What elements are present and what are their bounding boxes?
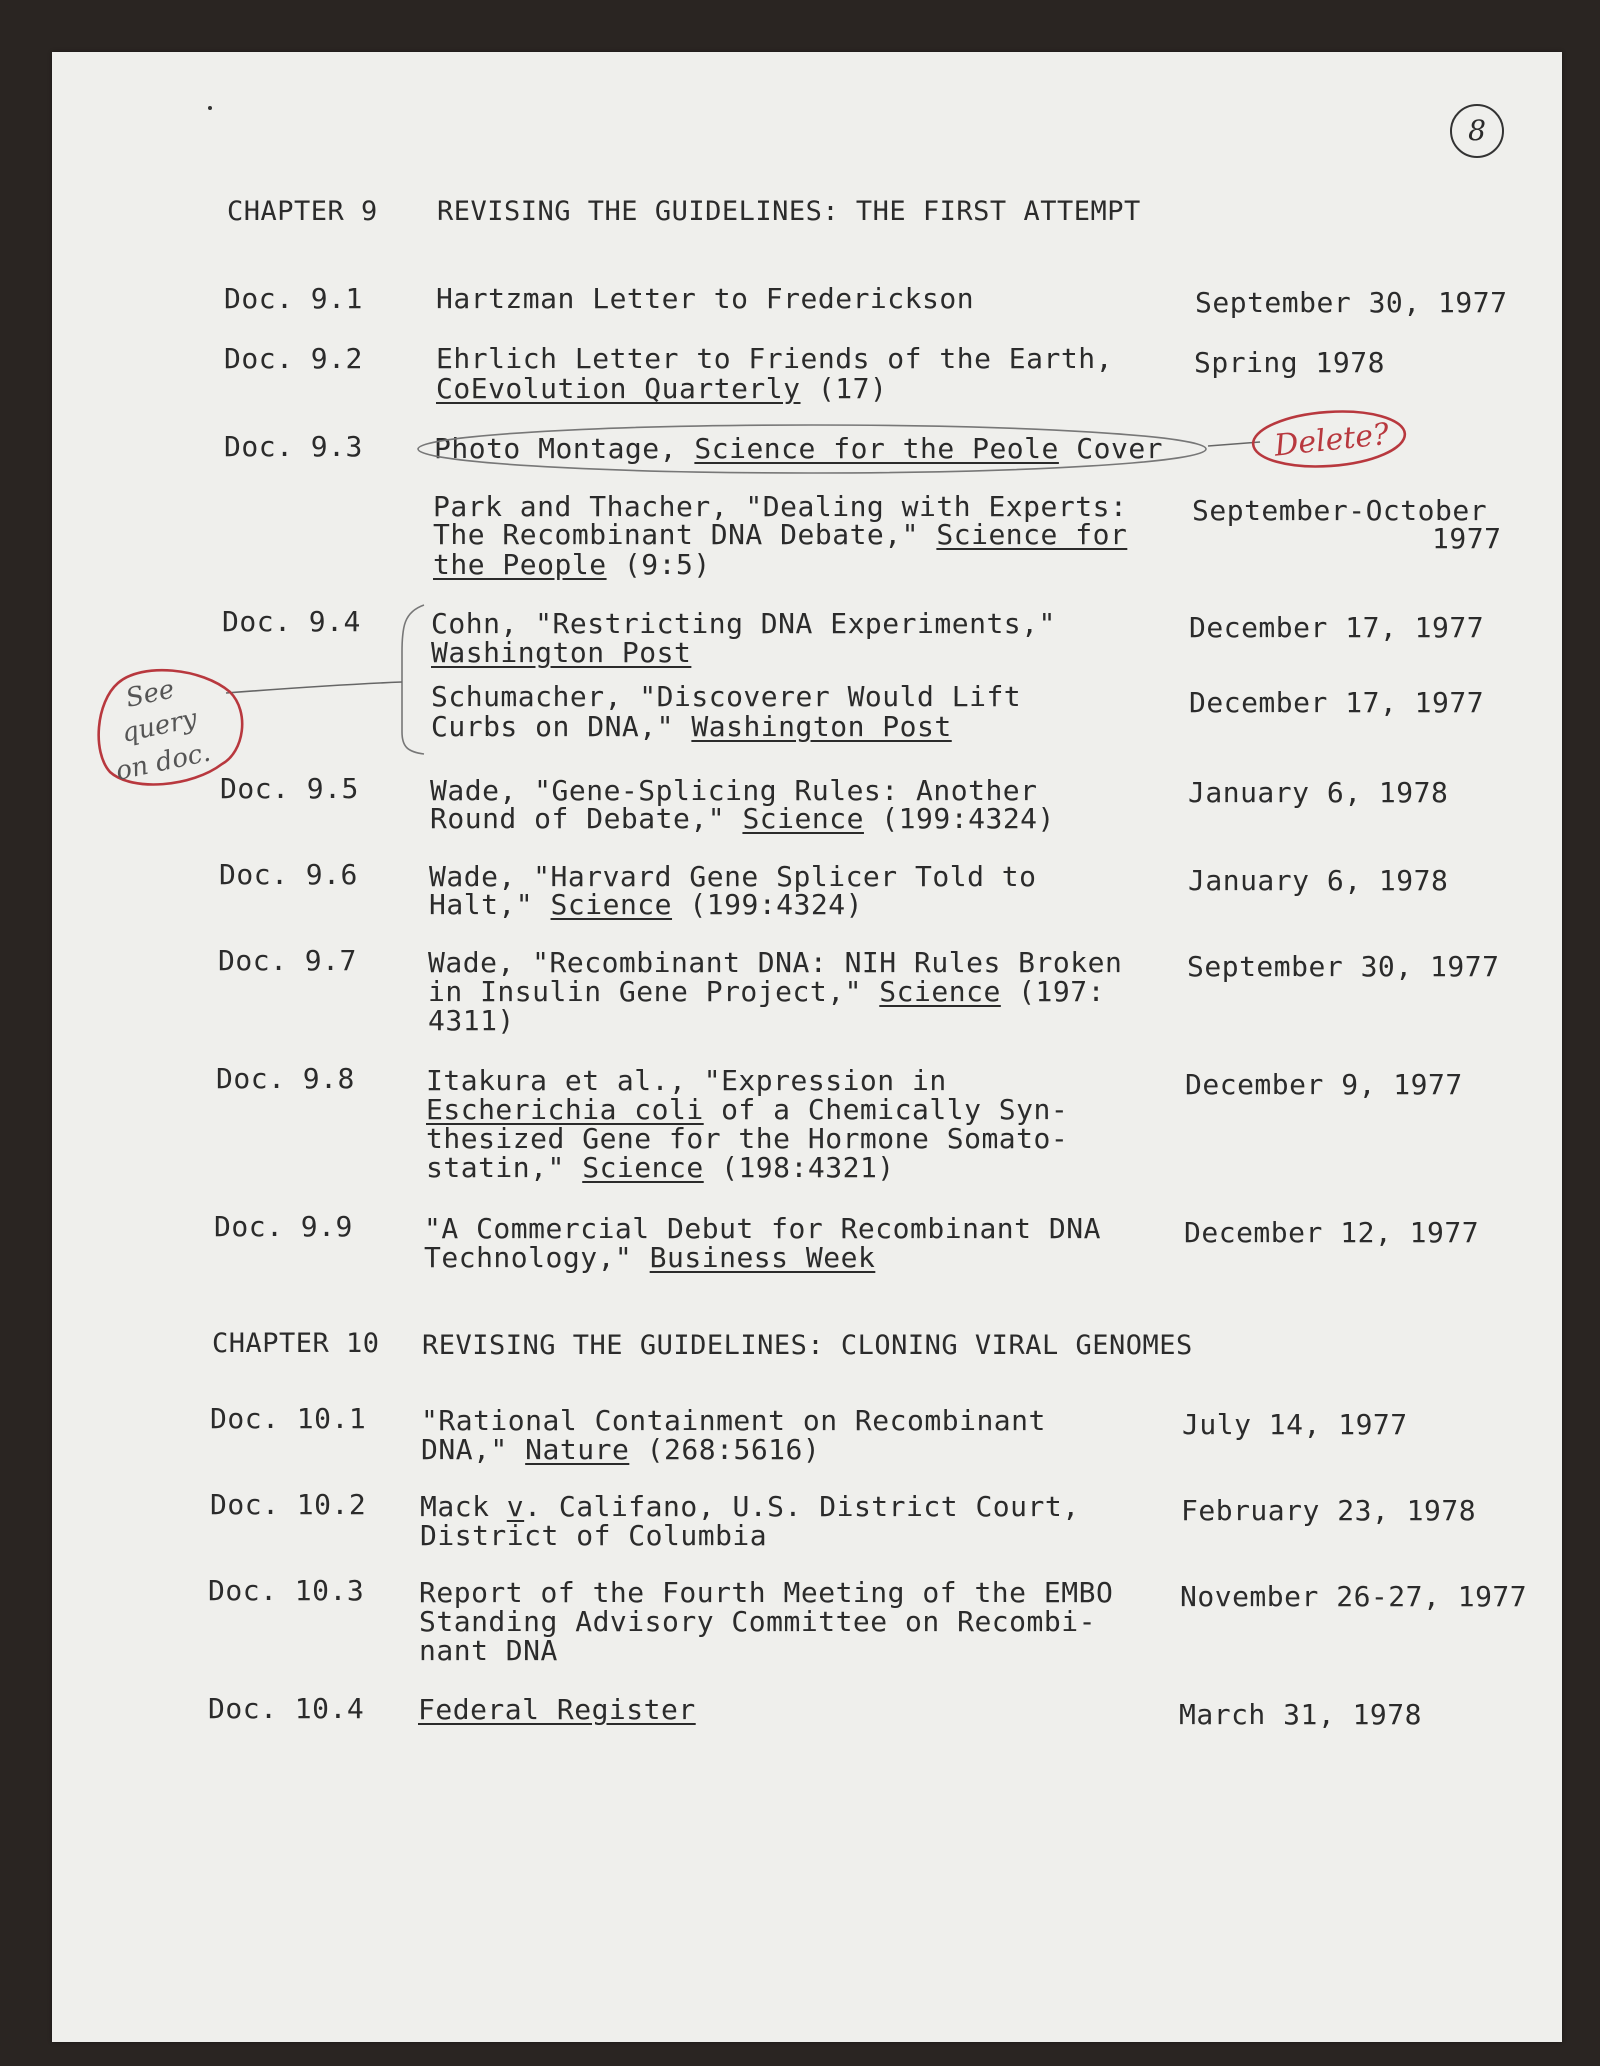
delete-note: Delete? (1272, 416, 1391, 464)
doc-title-line2: District of Columbia (420, 1519, 768, 1552)
doc-title-line2: Standing Advisory Committee on Recombi- (419, 1605, 1096, 1638)
doc-title-line3: 4311) (428, 1004, 515, 1037)
doc-title: Wade, "Gene-Splicing Rules: Another (430, 774, 1038, 807)
doc-title-line2: Curbs on DNA," Washington Post (431, 710, 952, 743)
doc-number: Doc. 9.5 (220, 772, 359, 805)
doc-number: Doc. 10.2 (210, 1488, 367, 1521)
pencil-annotations (52, 52, 1562, 2042)
doc-date: November 26-27, 1977 (1180, 1580, 1528, 1613)
doc-title: Cohn, "Restricting DNA Experiments," (431, 607, 1056, 640)
doc-number: Doc. 9.2 (224, 342, 363, 375)
publication: Science for (936, 518, 1128, 551)
doc-title-line2: in Insulin Gene Project," Science (197: (428, 975, 1105, 1008)
doc-number: Doc. 9.9 (214, 1210, 353, 1243)
doc-number: Doc. 9.4 (222, 605, 361, 638)
see-note-line1: See (123, 674, 177, 714)
species-name: Escherichia coli (426, 1093, 704, 1126)
doc-title: Wade, "Recombinant DNA: NIH Rules Broken (428, 946, 1123, 979)
doc-number: Doc. 10.3 (208, 1574, 365, 1607)
doc-date: January 6, 1978 (1188, 776, 1449, 809)
doc-date: December 17, 1977 (1189, 611, 1485, 644)
see-note-line2: query (119, 703, 200, 749)
doc-title-line3: nant DNA (419, 1634, 558, 1667)
publication: Science (742, 802, 864, 835)
doc-date-line2: 1977 (1432, 522, 1502, 555)
publication: the People (433, 548, 607, 581)
publication: Nature (525, 1433, 630, 1466)
pencil-connector (226, 682, 402, 693)
doc-title: Park and Thacher, "Dealing with Experts: (433, 490, 1128, 523)
doc-date: July 14, 1977 (1182, 1408, 1408, 1441)
publication: Science (550, 888, 673, 921)
pencil-brace (402, 605, 424, 754)
doc-title-line2: Escherichia coli of a Chemically Syn- (426, 1093, 1069, 1126)
doc-title-line2: Round of Debate," Science (199:4324) (430, 802, 1055, 835)
publication: Federal Register (418, 1693, 696, 1726)
doc-number: Doc. 10.1 (210, 1402, 367, 1435)
doc-title: Hartzman Letter to Frederickson (436, 282, 975, 315)
doc-date: Spring 1978 (1194, 346, 1385, 379)
chapter10-label: CHAPTER 10 (212, 1328, 380, 1359)
doc-date: September 30, 1977 (1187, 950, 1500, 983)
publication: Science for the Peole (694, 432, 1059, 465)
doc-date: February 23, 1978 (1181, 1494, 1477, 1527)
doc-title: Ehrlich Letter to Friends of the Earth, (436, 342, 1113, 375)
doc-title-line3: the People (9:5) (433, 548, 711, 581)
publication: Washington Post (431, 636, 692, 669)
doc-number: Doc. 9.8 (216, 1062, 355, 1095)
doc-date: September-October (1192, 494, 1488, 527)
doc-number: Doc. 10.4 (208, 1692, 365, 1725)
doc-title: Wade, "Harvard Gene Splicer Told to (429, 860, 1037, 893)
doc-title: "A Commercial Debut for Recombinant DNA (424, 1212, 1101, 1245)
doc-title: "Rational Containment on Recombinant (421, 1404, 1046, 1437)
doc-title: Mack v. Califano, U.S. District Court, (420, 1490, 1080, 1523)
doc-date: January 6, 1978 (1188, 864, 1449, 897)
doc-title-line2: Halt," Science (199:4324) (429, 888, 863, 921)
doc-date: December 17, 1977 (1189, 686, 1485, 719)
see-note-line3: on doc. (113, 737, 214, 787)
doc-number: Doc. 9.6 (219, 858, 358, 891)
chapter9-label: CHAPTER 9 (227, 196, 378, 227)
doc-title-line2: Technology," Business Week (424, 1241, 876, 1274)
publication: CoEvolution Quarterly (436, 372, 801, 405)
doc-title: Schumacher, "Discoverer Would Lift (431, 680, 1022, 713)
doc-date: December 12, 1977 (1184, 1216, 1480, 1249)
chapter9-title: REVISING THE GUIDELINES: THE FIRST ATTEMPT (437, 196, 1141, 227)
doc-title-line2: The Recombinant DNA Debate," Science for (433, 518, 1128, 551)
doc-title-line4: statin," Science (198:4321) (426, 1151, 895, 1184)
doc-date: March 31, 1978 (1179, 1698, 1423, 1731)
doc-title-line3: thesized Gene for the Hormone Somato- (426, 1122, 1069, 1155)
doc-number: Doc. 9.3 (224, 430, 363, 463)
publication: Science (879, 975, 1001, 1008)
doc-number: Doc. 9.1 (224, 282, 363, 315)
pencil-oval (418, 425, 1206, 473)
publication: Science (582, 1151, 704, 1184)
doc-title: Report of the Fourth Meeting of the EMBO (419, 1576, 1114, 1609)
doc-title: Itakura et al., "Expression in (426, 1064, 947, 1097)
doc-title-line2: CoEvolution Quarterly (17) (436, 372, 888, 405)
publication: Washington Post (691, 710, 952, 743)
doc-date: September 30, 1977 (1195, 286, 1508, 319)
publication: Business Week (649, 1241, 876, 1274)
doc-title-line2: DNA," Nature (268:5616) (421, 1433, 821, 1466)
doc-title: Photo Montage, Science for the Peole Cover (434, 432, 1164, 465)
page-number: 8 (1450, 104, 1504, 158)
doc-date: December 9, 1977 (1185, 1068, 1463, 1101)
document-page (52, 52, 1562, 2042)
chapter10-title: REVISING THE GUIDELINES: CLONING VIRAL GENOMES (422, 1330, 1193, 1361)
doc-number: Doc. 9.7 (218, 944, 357, 977)
